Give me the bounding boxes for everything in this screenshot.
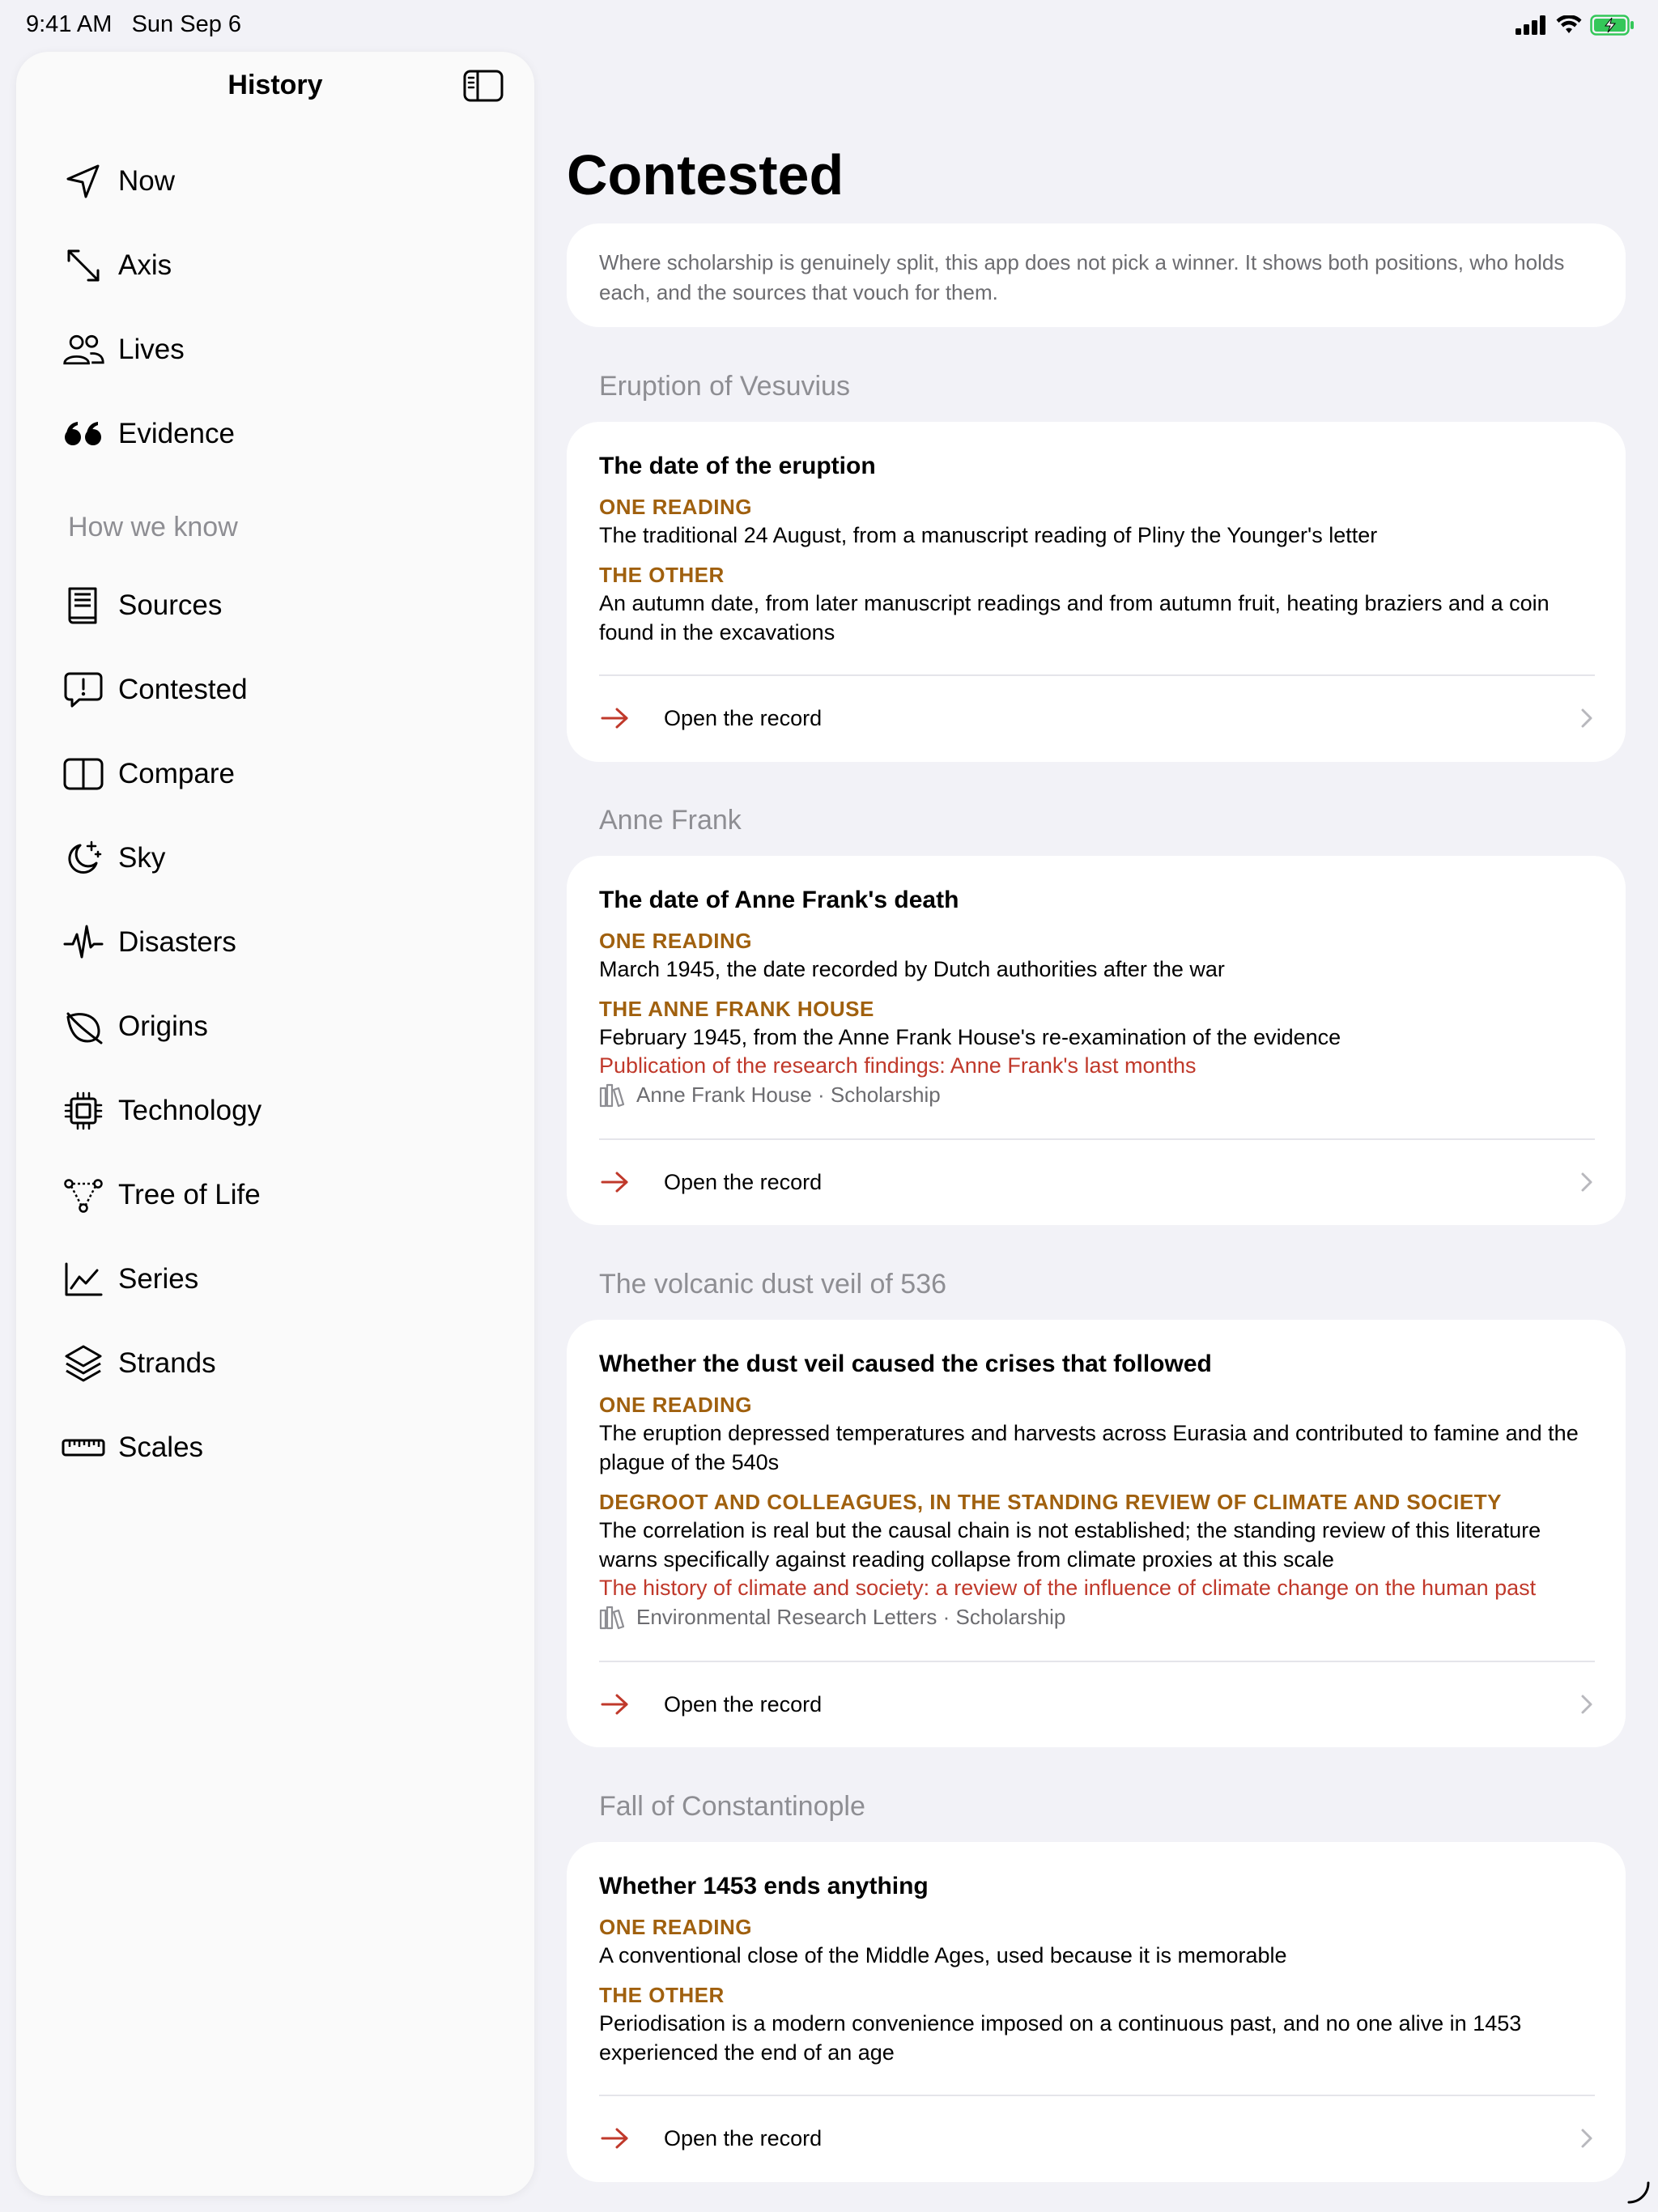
intro-card: Where scholarship is genuinely split, this app does not pick a winner. It shows both positions, who holds each, and the sources that vouch for them. — [567, 223, 1626, 327]
status-clock: 9:41 AM — [26, 11, 113, 37]
layers-icon — [62, 1342, 105, 1385]
group-heading: The volcanic dust veil of 536 — [599, 1269, 947, 1300]
wifi-icon — [1556, 15, 1582, 35]
line-chart-icon — [62, 1257, 105, 1301]
chip-icon — [62, 1089, 105, 1133]
reading-text: The correlation is real but the causal chain is not established; the standing review of this literature warns specifically against reading collapse from climate proxies at this scale — [599, 1518, 1541, 1572]
open-record-button[interactable] — [599, 1680, 1595, 1729]
leaf-icon — [62, 1005, 105, 1049]
status-bar — [0, 0, 1658, 52]
group-heading: Eruption of Vesuvius — [599, 371, 850, 402]
sidebar-item-origins[interactable] — [62, 998, 515, 1056]
reading-label: ONE READING — [599, 495, 752, 519]
sidebar-item-label: Axis — [118, 249, 172, 281]
status-time — [26, 11, 241, 38]
reading-text: An autumn date, from later manuscript readings and from autumn fruit, heating braziers and a coin found in the excavations — [599, 591, 1550, 644]
sidebar-item-label: Lives — [118, 334, 185, 365]
sidebar-item-tree-of-life[interactable] — [62, 1166, 515, 1224]
sidebar-item-series[interactable] — [62, 1250, 515, 1308]
source-link[interactable]: Publication of the research findings: Anne Frank's last months — [599, 1053, 1197, 1078]
reading-text: The eruption depressed temperatures and harvests across Eurasia and contributed to famine and the plague of the 540s — [599, 1421, 1579, 1474]
sidebar-item-contested[interactable] — [62, 661, 515, 719]
sidebar-item-label: Series — [118, 1263, 199, 1295]
exclamation-bubble-icon — [62, 668, 105, 712]
sidebar-item-evidence[interactable] — [62, 405, 515, 463]
sidebar-toggle-button[interactable] — [462, 68, 504, 104]
source-meta-text: Anne Frank House · Scholarship — [636, 1083, 941, 1107]
people-icon — [62, 328, 105, 372]
reading-text: Periodisation is a modern convenience imposed on a continuous past, and no one alive in 1453 experienced the end of an age — [599, 2011, 1522, 2065]
sidebar-item-label: Evidence — [118, 418, 235, 449]
sidebar-item-label: Compare — [118, 758, 235, 789]
chevron-right-icon — [1579, 2126, 1595, 2150]
reading-text: February 1945, from the Anne Frank House's re-examination of the evidence — [599, 1025, 1341, 1049]
open-record-label: Open the record — [664, 1691, 823, 1716]
contested-card — [567, 1320, 1626, 1747]
divider — [599, 2095, 1595, 2096]
sidebar-item-label: Tree of Life — [118, 1179, 261, 1210]
sidebar-item-label: Origins — [118, 1010, 208, 1042]
status-date: Sun Sep 6 — [131, 11, 242, 37]
ruler-icon — [62, 1426, 105, 1470]
contested-card — [567, 856, 1626, 1225]
card-title: The date of the eruption — [599, 453, 876, 479]
resize-handle-icon[interactable] — [1624, 2178, 1652, 2206]
card-title: Whether the dust veil caused the crises that followed — [599, 1351, 1212, 1377]
reading-label: ONE READING — [599, 1915, 752, 1939]
divider — [599, 1138, 1595, 1140]
contested-card — [567, 422, 1626, 762]
cellular-signal-icon — [1516, 15, 1548, 35]
source-meta — [599, 1605, 1065, 1630]
sidebar — [16, 52, 534, 2196]
open-record-button[interactable] — [599, 2114, 1595, 2163]
quote-icon — [62, 412, 105, 456]
open-record-label: Open the record — [664, 1169, 823, 1194]
contested-card — [567, 1842, 1626, 2182]
reading-text: March 1945, the date recorded by Dutch authorities after the war — [599, 957, 1225, 981]
sidebar-item-axis[interactable] — [62, 236, 515, 295]
reading-label: THE OTHER — [599, 563, 725, 587]
arrow-right-icon — [599, 2126, 631, 2150]
book-icon — [62, 584, 105, 627]
sidebar-item-label: Technology — [118, 1095, 262, 1126]
chevron-right-icon — [1579, 1692, 1595, 1716]
tree-nodes-icon — [62, 1173, 105, 1217]
open-record-button[interactable] — [599, 694, 1595, 742]
sidebar-item-disasters[interactable] — [62, 913, 515, 972]
arrow-right-icon — [599, 1692, 631, 1716]
source-link[interactable]: The history of climate and society: a review of the influence of climate change on the human past — [599, 1576, 1537, 1600]
sidebar-item-label: Sources — [118, 589, 223, 621]
status-icons — [1516, 15, 1635, 36]
reading-label: ONE READING — [599, 929, 752, 953]
open-record-label: Open the record — [664, 705, 823, 730]
source-meta — [599, 1083, 941, 1108]
open-record-label: Open the record — [664, 2125, 823, 2150]
sidebar-item-sources[interactable] — [62, 576, 515, 635]
arrow-right-icon — [599, 1170, 631, 1194]
sidebar-item-lives[interactable] — [62, 321, 515, 379]
card-title: The date of Anne Frank's death — [599, 887, 959, 913]
divider — [599, 1661, 1595, 1662]
reading-label: ONE READING — [599, 1393, 752, 1417]
page-title: Contested — [567, 143, 844, 206]
reading-text: The traditional 24 August, from a manuscript reading of Pliny the Younger's letter — [599, 523, 1378, 547]
battery-charging-icon — [1590, 15, 1635, 36]
sidebar-item-compare[interactable] — [62, 745, 515, 803]
sidebar-item-strands[interactable] — [62, 1334, 515, 1393]
arrow-right-icon — [599, 706, 631, 730]
library-icon — [599, 1606, 625, 1630]
sidebar-item-label: Contested — [118, 674, 248, 705]
group-heading: Anne Frank — [599, 805, 742, 836]
waveform-icon — [62, 921, 105, 964]
moon-stars-icon — [62, 836, 105, 880]
sidebar-item-sky[interactable] — [62, 829, 515, 887]
sidebar-item-scales[interactable] — [62, 1419, 515, 1477]
sidebar-item-label: Scales — [118, 1431, 204, 1463]
reading-label: DEGROOT AND COLLEAGUES, IN THE STANDING REVIEW OF CLIMATE AND SOCIETY — [599, 1490, 1502, 1514]
location-arrow-icon — [62, 160, 105, 203]
sidebar-toggle-icon — [462, 68, 504, 104]
group-heading: Fall of Constantinople — [599, 1791, 865, 1822]
sidebar-title: History — [227, 70, 323, 100]
sidebar-item-label: Disasters — [118, 926, 236, 958]
reading-label: THE OTHER — [599, 1983, 725, 2007]
sidebar-item-now[interactable] — [62, 152, 515, 211]
sidebar-item-label: Sky — [118, 842, 166, 874]
open-record-button[interactable] — [599, 1158, 1595, 1206]
reading-label: THE ANNE FRANK HOUSE — [599, 997, 874, 1021]
section-header-how-we-know: How we know — [68, 512, 238, 542]
sidebar-item-technology[interactable] — [62, 1082, 515, 1140]
reading-text: A conventional close of the Middle Ages, used because it is memorable — [599, 1943, 1287, 1967]
chevron-right-icon — [1579, 1170, 1595, 1194]
expand-arrows-icon — [62, 244, 105, 287]
chevron-right-icon — [1579, 706, 1595, 730]
card-title: Whether 1453 ends anything — [599, 1873, 929, 1899]
library-icon — [599, 1083, 625, 1108]
sidebar-item-label: Strands — [118, 1347, 216, 1379]
source-meta-text: Environmental Research Letters · Scholarship — [636, 1605, 1066, 1629]
sidebar-item-label: Now — [118, 165, 176, 197]
split-rect-icon — [62, 752, 105, 796]
divider — [599, 674, 1595, 676]
